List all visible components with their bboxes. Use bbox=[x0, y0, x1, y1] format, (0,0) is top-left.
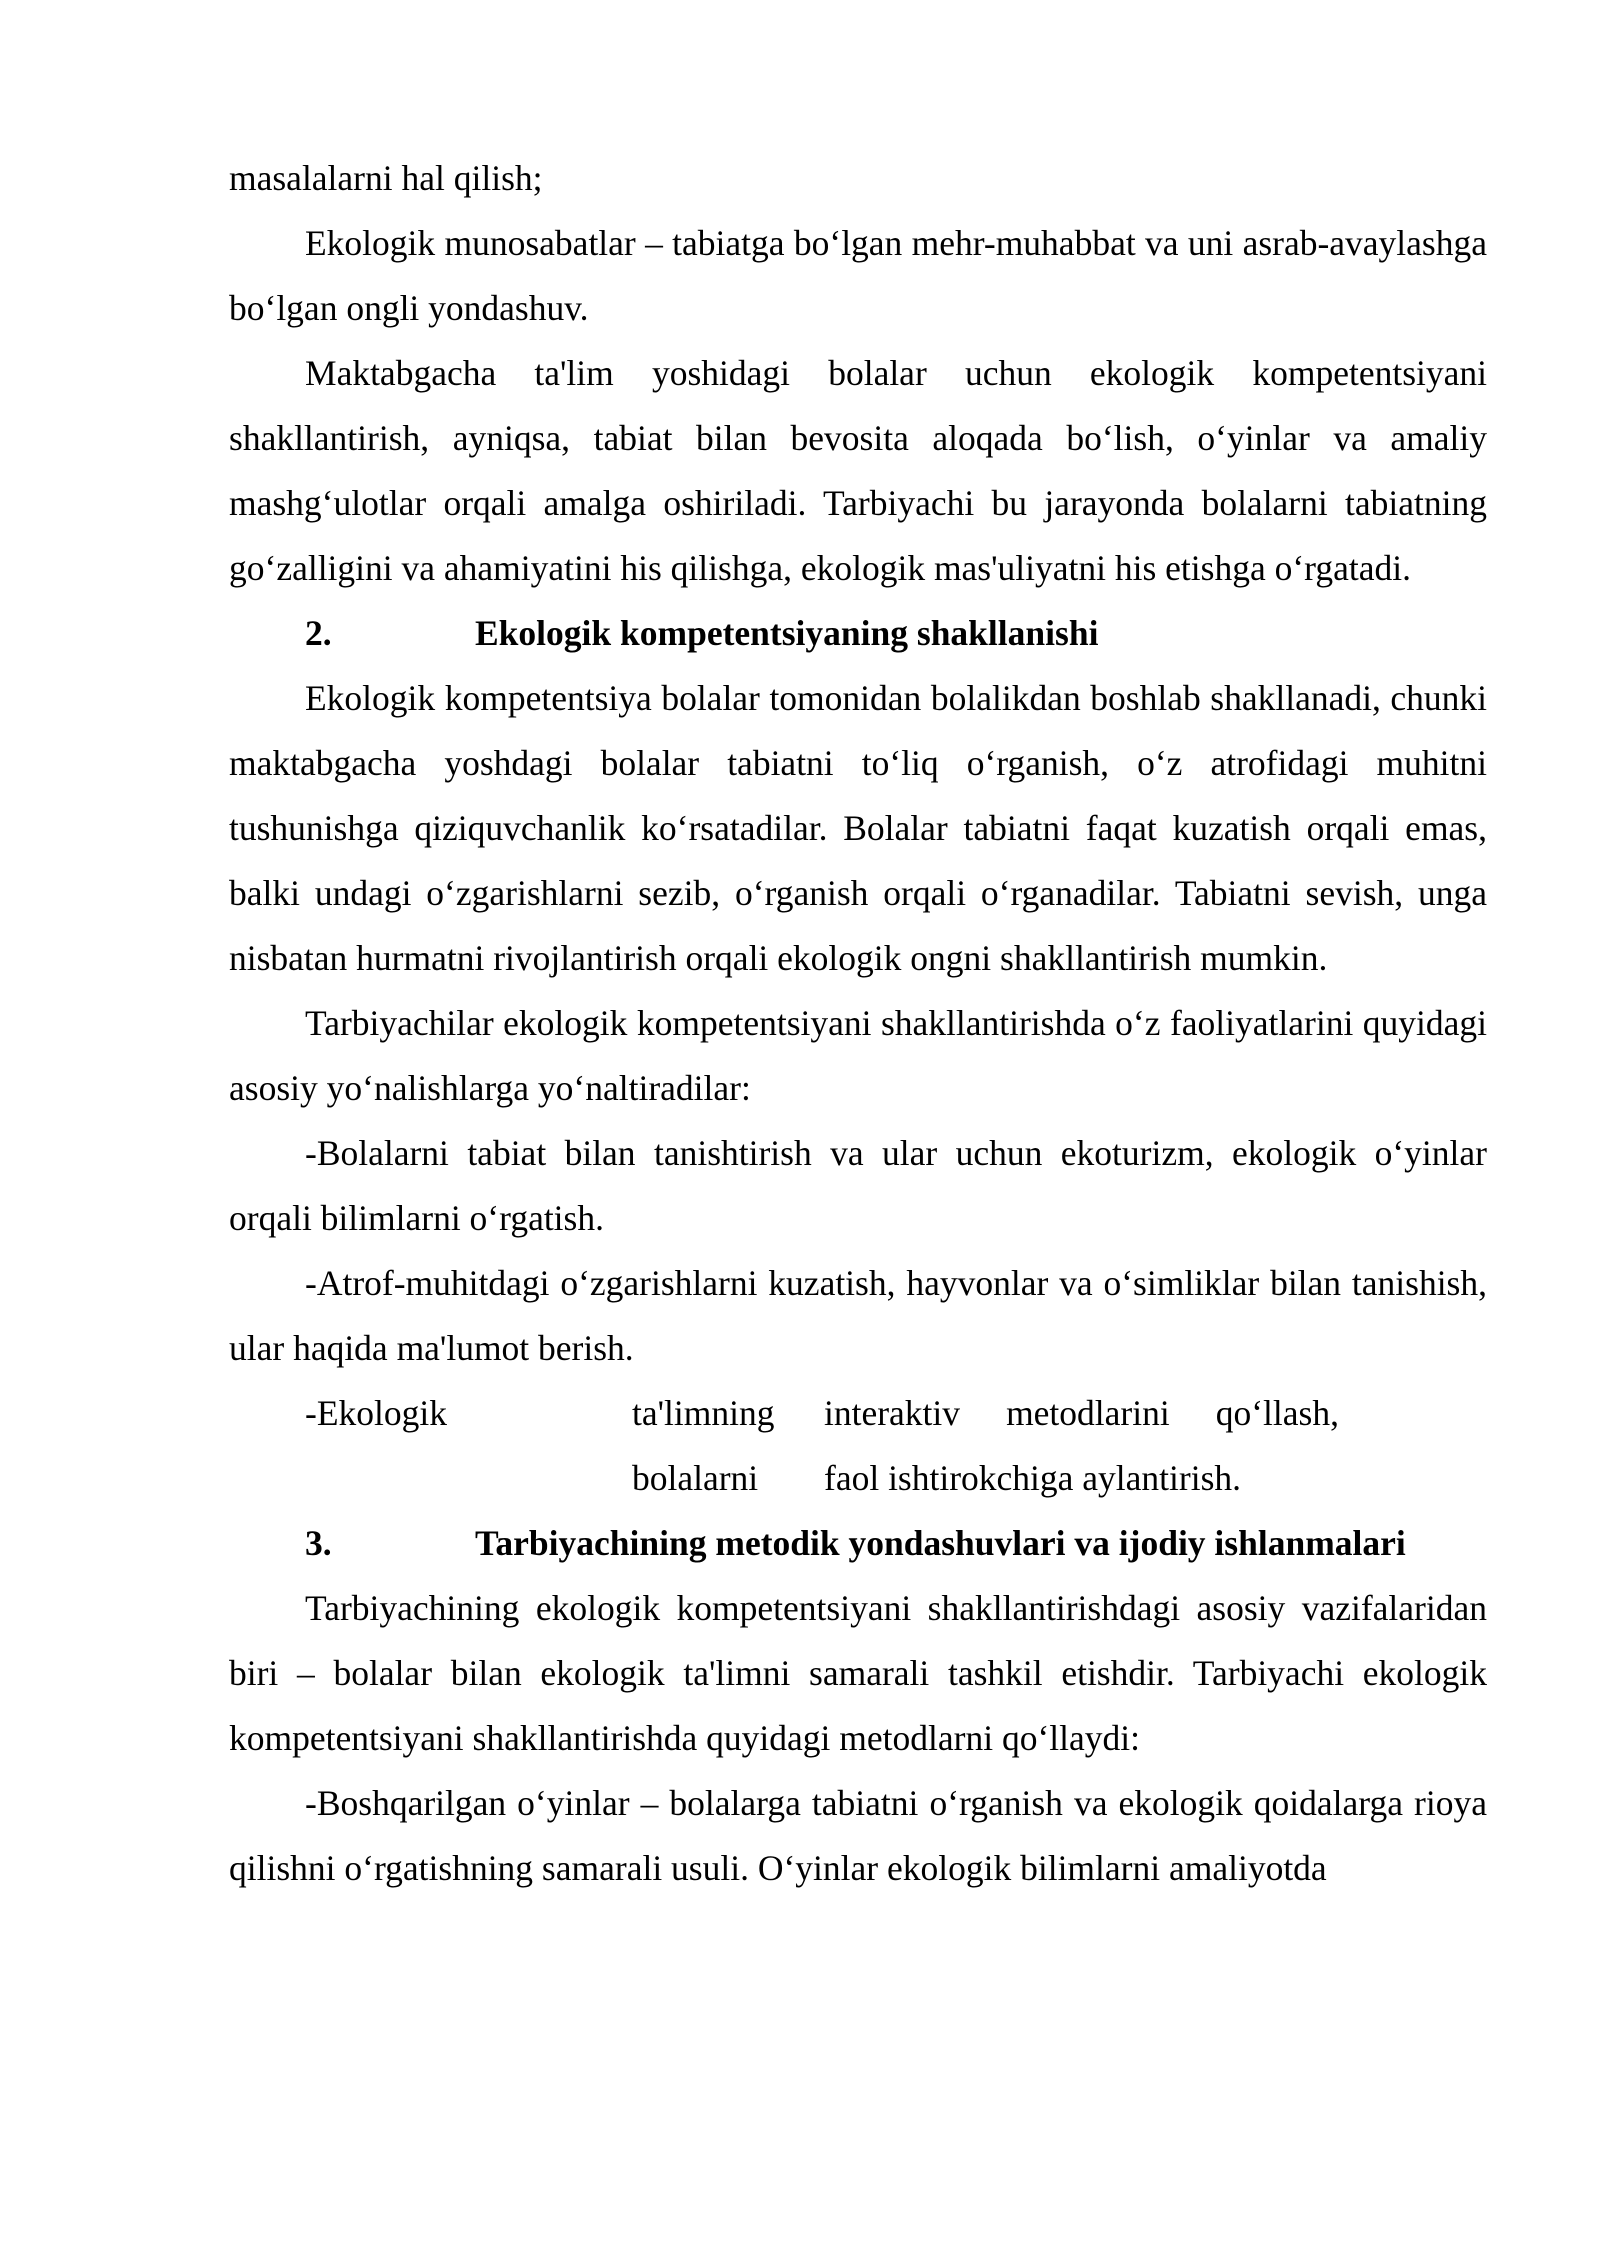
table-cell bbox=[305, 1446, 632, 1511]
paragraph-educator-tasks: Tarbiyachining ekologik kompetentsiyani shakllantirishdagi asosiy vazifalaridan biri – bolalar bilan ekologik ta'limni samarali tashkil etishdir. Tarbiyachi ekologik kompetentsiyani shakllantirishda quyidagi metodlarni qo‘llaydi: bbox=[229, 1588, 1487, 1758]
table-word: interaktiv bbox=[824, 1393, 961, 1433]
list-item-environment-observation: -Atrof-muhitdagi o‘zgarishlarni kuzatish, hayvonlar va o‘simliklar bilan tanishish, ular haqida ma'lumot berish. bbox=[229, 1263, 1487, 1368]
table-row bbox=[229, 1446, 1487, 1511]
table-word: qo‘llash, bbox=[1215, 1393, 1339, 1433]
section-heading-2 bbox=[229, 601, 1487, 666]
table-cell: bolalarni bbox=[632, 1458, 759, 1498]
list-item-nature-introduction: -Bolalarni tabiat bilan tanishtirish va ular uchun ekoturizm, ekologik o‘yinlar orqali bilimlarni o‘rgatish. bbox=[229, 1133, 1487, 1238]
table-cell: -Ekologik bbox=[305, 1393, 447, 1433]
table-cell: faol ishtirokchiga aylantirish. bbox=[824, 1458, 1242, 1498]
table-word: metodlarini bbox=[1006, 1393, 1170, 1433]
paragraph-educator-directions: Tarbiyachilar ekologik kompetentsiyani shakllantirishda o‘z faoliyatlarini quyidagi asosiy yo‘nalishlarga yo‘naltiradilar: bbox=[229, 1003, 1487, 1108]
paragraph-preschool-education: Maktabgacha ta'lim yoshidagi bolalar uchun ekologik kompetentsiyani shakllantirish, ayniqsa, tabiat bilan bevosita aloqada bo‘lish, o‘yinlar va amaliy mashg‘ulotlar orqali amalga oshiriladi. Tarbiyachi bu jarayonda bolalarni tabiatning go‘zalligini va ahamiyatini his qilishga, ekologik mas'uliyatni his etishga o‘rgatadi. bbox=[229, 353, 1487, 588]
table-cell bbox=[824, 1381, 1339, 1446]
section-title: Tarbiyachining metodik yondashuvlari va ijodiy ishlanmalari bbox=[475, 1523, 1406, 1563]
section-number: 3. bbox=[305, 1523, 332, 1563]
paragraph-ecological-relations: Ekologik munosabatlar – tabiatga bo‘lgan mehr-muhabbat va uni asrab-avaylashga bo‘lgan ongli yondashuv. bbox=[229, 223, 1487, 328]
section-heading-3 bbox=[229, 1511, 1487, 1576]
paragraph-competence-formation: Ekologik kompetentsiya bolalar tomonidan bolalikdan boshlab shakllanadi, chunki maktabgacha yoshdagi bolalar tabiatni to‘liq o‘rganish, o‘z atrofidagi muhitni tushunishga qiziquvchanlik ko‘rsatadilar. Bolalar tabiatni faqat kuzatish orqali emas, balki undagi o‘zgarishlarni sezib, o‘rganish orqali o‘rganadilar. Tabiatni sevish, unga nisbatan hurmatni rivojlantirish orqali ekologik ongni shakllantirish mumkin. bbox=[229, 678, 1487, 978]
section-title: Ekologik kompetentsiyaning shakllanishi bbox=[475, 613, 1099, 653]
document-body bbox=[229, 146, 1487, 1901]
section-number: 2. bbox=[305, 613, 332, 653]
table-cell: ta'limning bbox=[632, 1393, 775, 1433]
paragraph-continuation: masalalarni hal qilish; bbox=[229, 158, 543, 198]
list-item-guided-games: -Boshqarilgan o‘yinlar – bolalarga tabiatni o‘rganish va ekologik qoidalarga rioya qilishni o‘rgatishning samarali usuli. O‘yinlar ekologik bilimlarni amaliyotda bbox=[229, 1783, 1487, 1888]
table-row bbox=[229, 1381, 1487, 1446]
